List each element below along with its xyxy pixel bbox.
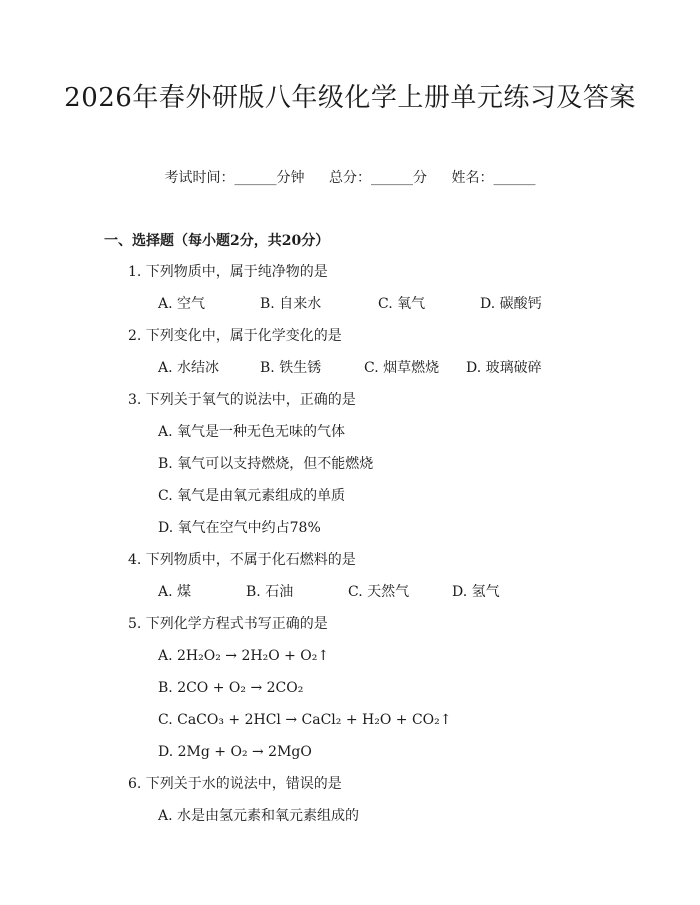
option-a: A. 2H₂O₂ → 2H₂O + O₂↑ [158, 648, 330, 664]
option-c: C. 氧气 [378, 296, 426, 312]
option-a: A. 煤 [158, 584, 192, 600]
option-d: D. 2Mg + O₂ → 2MgO [158, 744, 312, 760]
option-a: A. 水结冰 [158, 360, 220, 376]
option-c: C. 烟草燃烧 [364, 360, 440, 376]
option-b: B. 铁生锈 [260, 360, 322, 376]
question-6: 6. 下列关于水的说法中，错误的是 [128, 776, 342, 792]
option-d: D. 氢气 [452, 584, 500, 600]
question-2-options [158, 358, 578, 378]
question-2: 2. 下列变化中，属于化学变化的是 [128, 328, 342, 344]
question-3: 3. 下列关于氧气的说法中，正确的是 [128, 392, 356, 408]
option-a: A. 氧气是一种无色无味的气体 [158, 424, 346, 440]
option-c: C. CaCO₃ + 2HCl → CaCl₂ + H₂O + CO₂↑ [158, 712, 452, 728]
option-d: D. 碳酸钙 [480, 296, 542, 312]
option-d: D. 氧气在空气中约占78% [158, 520, 321, 536]
question-4-options [158, 582, 558, 602]
option-a: A. 空气 [158, 296, 206, 312]
total-score-field: 总分：______分 [329, 170, 427, 186]
question-1: 1. 下列物质中，属于纯净物的是 [128, 264, 328, 280]
option-c: C. 氧气是由氧元素组成的单质 [158, 488, 346, 504]
question-4: 4. 下列物质中，不属于化石燃料的是 [128, 552, 356, 568]
option-b: B. 2CO + O₂ → 2CO₂ [158, 680, 304, 696]
option-d: D. 玻璃破碎 [466, 360, 542, 376]
section-heading-choice: 一、选择题（每小题2分，共20分） [104, 233, 330, 249]
exam-time-field: 考试时间：______分钟 [164, 170, 305, 186]
student-name-field: 姓名：______ [451, 170, 536, 186]
option-b: B. 氧气可以支持燃烧，但不能燃烧 [158, 456, 374, 472]
document-title: 2026年春外研版八年级化学上册单元练习及答案 [64, 83, 636, 113]
option-b: B. 石油 [246, 584, 294, 600]
exam-info-line [0, 168, 700, 188]
option-a: A. 水是由氢元素和氧元素组成的 [158, 808, 360, 824]
question-1-options [158, 294, 558, 314]
option-c: C. 天然气 [348, 584, 410, 600]
question-5: 5. 下列化学方程式书写正确的是 [128, 616, 328, 632]
option-b: B. 自来水 [260, 296, 322, 312]
